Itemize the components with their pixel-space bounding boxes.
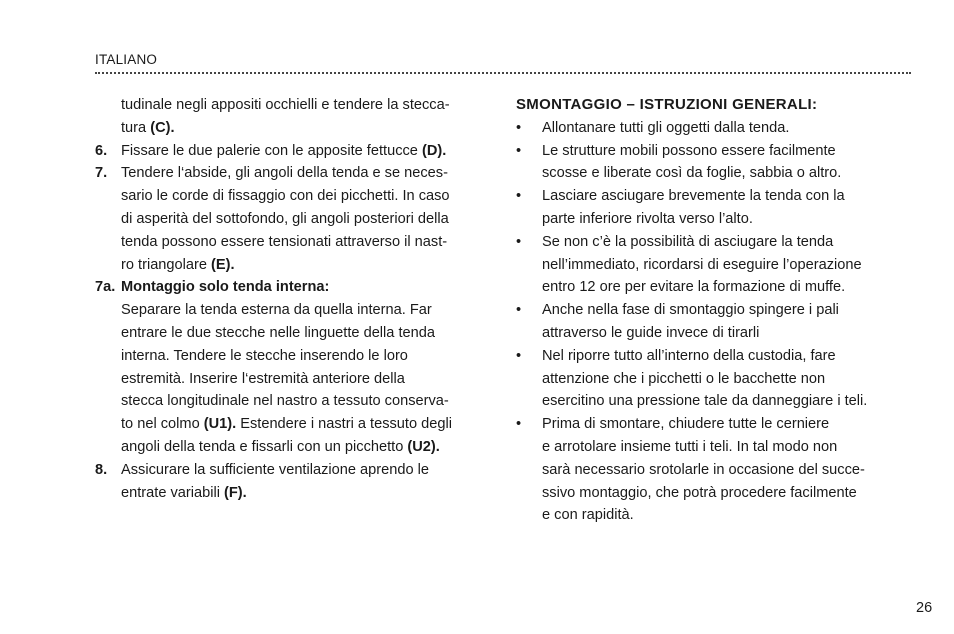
bullet-list <box>516 117 908 527</box>
text-line: angoli della tenda e fissarli con un picchetto (U2). <box>121 438 440 455</box>
bullet-item <box>516 413 908 527</box>
bullet-text-line: scosse e liberate così da foglie, sabbia o altro. <box>542 165 842 182</box>
text-line: Fissare le due palerie con le apposite fettucce (D). <box>121 142 447 159</box>
bullet-text-line: attenzione che i picchetti o le bacchette non <box>542 370 826 387</box>
text-line: to nel colmo (U1). Estendere i nastri a tessuto degli <box>121 416 452 433</box>
bullet-dot-icon: • <box>516 416 522 433</box>
text-line: Tendere l‘abside, gli angoli della tenda e se neces- <box>121 165 448 182</box>
step-6 <box>95 140 495 163</box>
text-line: entrate variabili (F). <box>121 484 247 501</box>
bullet-item <box>516 299 908 345</box>
text-line: Assicurare la sufficiente ventilazione aprendo le <box>121 461 430 478</box>
bullet-dot-icon: • <box>516 188 522 205</box>
bullet-dot-icon: • <box>516 119 522 136</box>
figure-ref: (U2). <box>407 438 440 455</box>
bullet-dot-icon: • <box>516 302 522 319</box>
bullet-text-line: e con rapidità. <box>542 507 634 524</box>
text-line: interna. Tendere le stecche inserendo le loro <box>121 347 408 364</box>
figure-ref: (F). <box>224 484 247 501</box>
step-number: 6. <box>95 142 108 159</box>
text-line: estremità. Inserire l‘estremità anteriore della <box>121 370 405 387</box>
bullet-text-line: Prima di smontare, chiudere tutte le cerniere <box>542 416 830 433</box>
left-column <box>95 94 495 504</box>
page-header-language: ITALIANO <box>95 52 158 67</box>
bullet-text-line: attraverso le guide invece di tirarli <box>542 324 760 341</box>
figure-ref: (D). <box>421 142 447 159</box>
page-number: 26 <box>916 600 933 616</box>
step-7 <box>95 162 495 276</box>
bullet-item <box>516 185 908 231</box>
header-dotted-divider <box>95 72 911 74</box>
text-line: sario le corde di fissaggio con dei picchetti. In caso <box>121 188 450 205</box>
text-line: Separare la tenda esterna da quella interna. Far <box>121 302 432 319</box>
text-line: tenda possono essere tensionati attraverso il nast- <box>121 233 448 250</box>
section-title: SMONTAGGIO – ISTRUZIONI GENERALI: <box>516 96 818 113</box>
step-continuation <box>95 94 495 140</box>
bullet-dot-icon: • <box>516 233 522 250</box>
step-number: 7a. <box>95 279 116 296</box>
bullet-text-line: entro 12 ore per evitare la formazione di muffe. <box>542 279 846 296</box>
bullet-text-line: Se non c’è la possibilità di asciugare la tenda <box>542 233 834 250</box>
bullet-text-line: Le strutture mobili possono essere facilmente <box>542 142 836 159</box>
text-line: ro triangolare (E). <box>121 256 235 273</box>
bullet-text-line: esercitino una pressione tale da danneggiare i teli. <box>542 393 868 410</box>
bullet-text-line: Lasciare asciugare brevemente la tenda con la <box>542 188 845 205</box>
bullet-text-line: e arrotolare insieme tutti i teli. In tal modo non <box>542 438 838 455</box>
text-line: tura (C). <box>121 119 175 136</box>
right-column <box>516 94 908 527</box>
bullet-text-line: Nel riporre tutto all’interno della custodia, fare <box>542 347 836 364</box>
bullet-dot-icon: • <box>516 142 522 159</box>
bullet-text-line: Anche nella fase di smontaggio spingere i pali <box>542 302 839 319</box>
bullet-item <box>516 140 908 186</box>
step-subheading: Montaggio solo tenda interna: <box>121 279 330 296</box>
text-line: stecca longitudinale nel nastro a tessuto conserva- <box>121 393 449 410</box>
bullet-item <box>516 117 908 140</box>
bullet-dot-icon: • <box>516 347 522 364</box>
text-line: di asperità del sottofondo, gli angoli posteriori della <box>121 210 449 227</box>
figure-ref: (E). <box>211 256 235 273</box>
step-7a <box>95 276 495 458</box>
step-number: 7. <box>95 165 108 182</box>
step-8 <box>95 459 495 505</box>
bullet-text-line: sarà necessario srotolarle in occasione del succe- <box>542 461 865 478</box>
bullet-text-line: nell’immediato, ricordarsi di eseguire l’operazione <box>542 256 862 273</box>
bullet-text-line: parte inferiore rivolta verso l’alto. <box>542 210 753 227</box>
bullet-text-line: ssivo montaggio, che potrà procedere facilmente <box>542 484 857 501</box>
text-line: tudinale negli appositi occhielli e tendere la stecca- <box>121 97 450 113</box>
step-number: 8. <box>95 461 108 478</box>
bullet-item <box>516 231 908 299</box>
bullet-item <box>516 345 908 413</box>
figure-ref: (C). <box>150 119 175 136</box>
figure-ref: (U1). <box>203 416 237 433</box>
text-line: entrare le due stecche nelle linguette della tenda <box>121 324 435 341</box>
bullet-text-line: Allontanare tutti gli oggetti dalla tenda. <box>542 119 790 136</box>
